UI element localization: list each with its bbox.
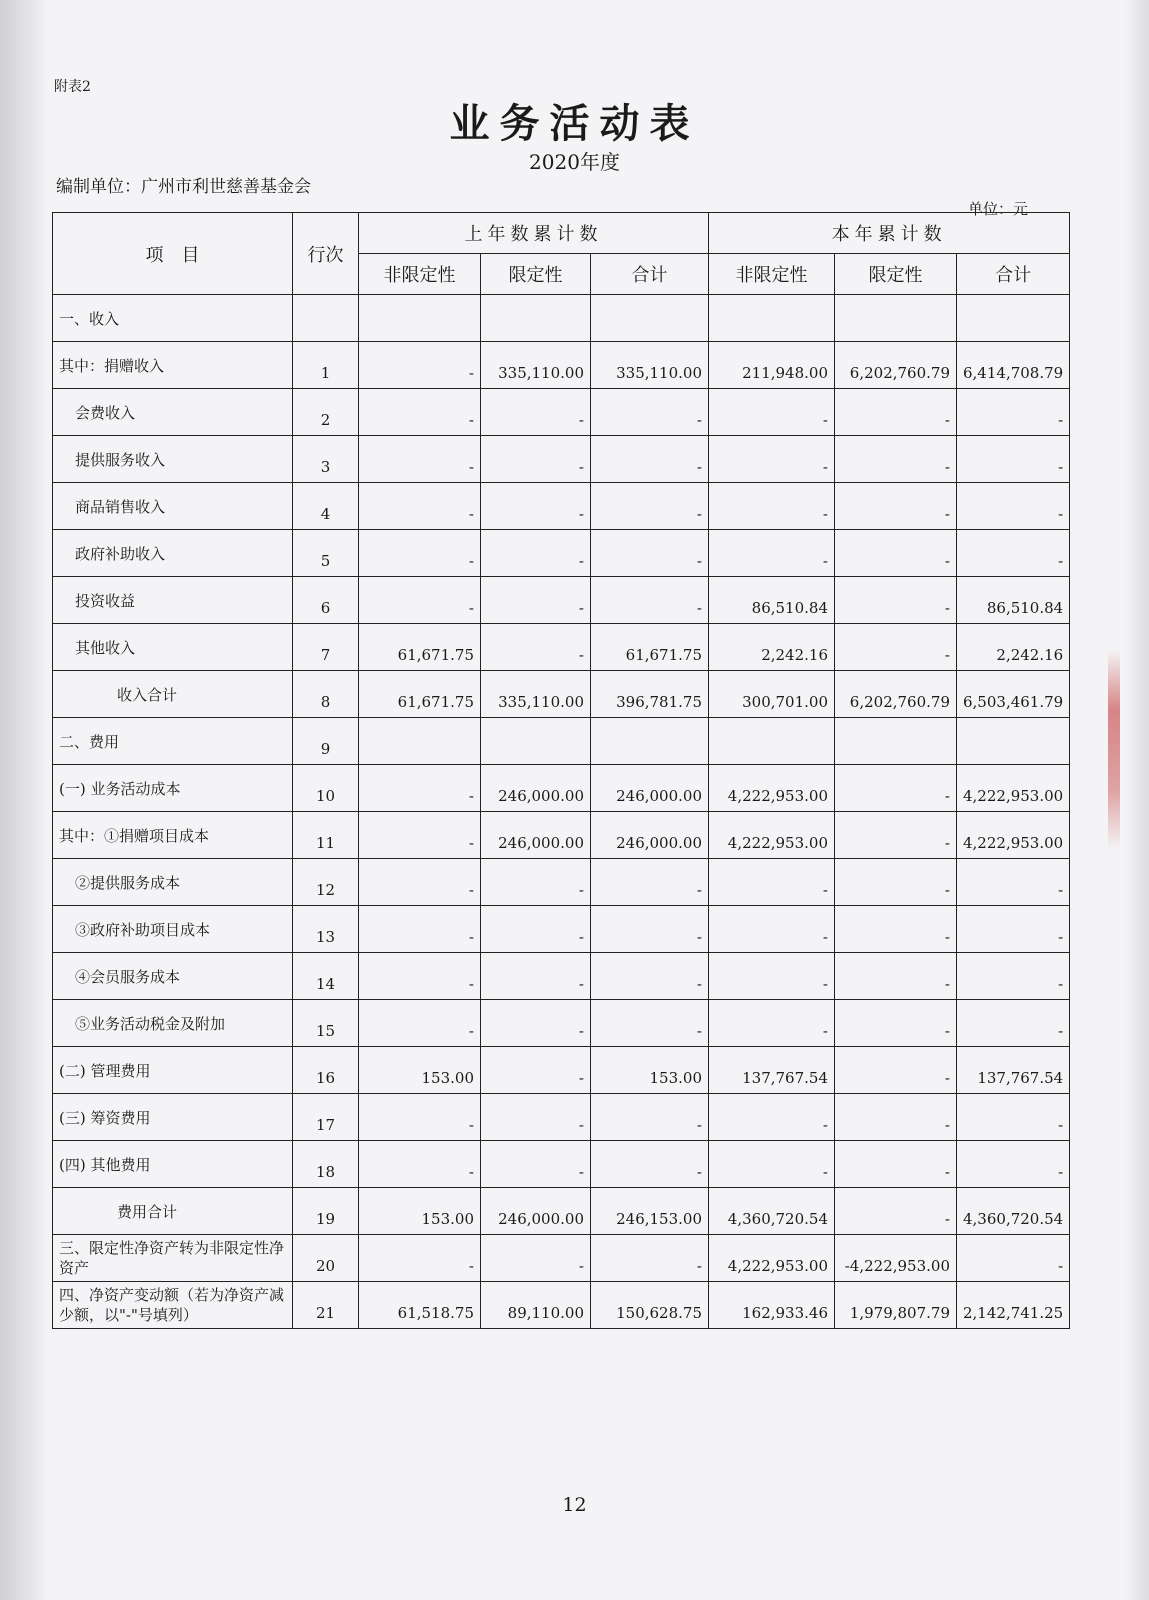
cell-current-restricted: - (835, 530, 957, 577)
table-row (53, 1235, 1070, 1282)
cell-current-total: - (957, 1235, 1070, 1282)
cell-prior-total: - (591, 577, 709, 624)
table-row (53, 389, 1070, 436)
row-item-label: 一、收入 (53, 295, 293, 342)
cell-prior-total: - (591, 389, 709, 436)
cell-prior-unrestricted: - (359, 906, 481, 953)
cell-prior-restricted: - (481, 1094, 591, 1141)
row-line-number: 7 (293, 624, 359, 671)
cell-prior-restricted: 89,110.00 (481, 1282, 591, 1329)
table-row (53, 1047, 1070, 1094)
cell-current-restricted: - (835, 483, 957, 530)
cell-prior-total: 153.00 (591, 1047, 709, 1094)
cell-current-unrestricted (709, 718, 835, 765)
cell-prior-unrestricted: - (359, 1235, 481, 1282)
table-row (53, 953, 1070, 1000)
cell-current-restricted: - (835, 577, 957, 624)
row-line-number: 11 (293, 812, 359, 859)
row-item-label: 三、限定性净资产转为非限定性净资产 (53, 1235, 293, 1282)
cell-prior-unrestricted: 61,518.75 (359, 1282, 481, 1329)
cell-prior-total: 150,628.75 (591, 1282, 709, 1329)
cell-prior-restricted: - (481, 389, 591, 436)
cell-current-total: 137,767.54 (957, 1047, 1070, 1094)
header-prior-total: 合计 (591, 254, 709, 295)
cell-prior-restricted: - (481, 859, 591, 906)
cell-prior-restricted: - (481, 1141, 591, 1188)
cell-current-total: 4,360,720.54 (957, 1188, 1070, 1235)
page-number: 12 (562, 1494, 587, 1516)
cell-prior-total: - (591, 906, 709, 953)
cell-prior-unrestricted: 61,671.75 (359, 624, 481, 671)
cell-prior-unrestricted: - (359, 389, 481, 436)
row-item-label: (一) 业务活动成本 (53, 765, 293, 812)
row-item-label: 四、净资产变动额（若为净资产减少额，以"-"号填列） (53, 1282, 293, 1329)
row-item-label: 其他收入 (53, 624, 293, 671)
cell-prior-unrestricted: - (359, 765, 481, 812)
cell-current-total: 6,503,461.79 (957, 671, 1070, 718)
header-current-total: 合计 (957, 254, 1070, 295)
cell-current-unrestricted: - (709, 1000, 835, 1047)
table-row (53, 624, 1070, 671)
cell-current-restricted: - (835, 906, 957, 953)
cell-current-unrestricted: - (709, 1141, 835, 1188)
cell-prior-unrestricted: - (359, 1141, 481, 1188)
cell-prior-restricted: 246,000.00 (481, 765, 591, 812)
table-row (53, 671, 1070, 718)
table-row (53, 342, 1070, 389)
cell-prior-restricted: - (481, 483, 591, 530)
cell-current-total: - (957, 906, 1070, 953)
cell-current-total: - (957, 859, 1070, 906)
cell-current-unrestricted: 4,360,720.54 (709, 1188, 835, 1235)
table-row (53, 812, 1070, 859)
cell-current-restricted: - (835, 1188, 957, 1235)
cell-prior-total: - (591, 436, 709, 483)
cell-current-total: - (957, 1094, 1070, 1141)
cell-current-unrestricted: 4,222,953.00 (709, 765, 835, 812)
row-line-number: 19 (293, 1188, 359, 1235)
page-edge-shadow (1125, 0, 1149, 1600)
row-line-number (293, 295, 359, 342)
cell-current-unrestricted: - (709, 530, 835, 577)
cell-prior-unrestricted: - (359, 342, 481, 389)
row-item-label: 会费收入 (53, 389, 293, 436)
row-item-label: ④会员服务成本 (53, 953, 293, 1000)
cell-prior-restricted (481, 295, 591, 342)
table-row (53, 295, 1070, 342)
seal-stamp-fragment (1108, 650, 1120, 850)
cell-prior-total: - (591, 530, 709, 577)
cell-current-restricted: - (835, 389, 957, 436)
header-item: 项 目 (53, 213, 293, 295)
attachment-label: 附表2 (54, 79, 91, 95)
cell-current-unrestricted: 211,948.00 (709, 342, 835, 389)
cell-current-total: 2,142,741.25 (957, 1282, 1070, 1329)
cell-prior-total: - (591, 483, 709, 530)
row-line-number: 4 (293, 483, 359, 530)
row-item-label: 收入合计 (53, 671, 293, 718)
table-row (53, 530, 1070, 577)
cell-current-restricted: 1,979,807.79 (835, 1282, 957, 1329)
row-line-number: 16 (293, 1047, 359, 1094)
cell-prior-unrestricted: 61,671.75 (359, 671, 481, 718)
cell-prior-unrestricted (359, 718, 481, 765)
row-item-label: 其中：捐赠收入 (53, 342, 293, 389)
cell-current-restricted: -4,222,953.00 (835, 1235, 957, 1282)
cell-prior-restricted: 335,110.00 (481, 342, 591, 389)
cell-current-unrestricted: 86,510.84 (709, 577, 835, 624)
row-item-label: ②提供服务成本 (53, 859, 293, 906)
cell-prior-total: - (591, 1000, 709, 1047)
cell-current-total: 2,242.16 (957, 624, 1070, 671)
cell-prior-restricted: 246,000.00 (481, 812, 591, 859)
cell-prior-restricted: - (481, 1235, 591, 1282)
cell-prior-unrestricted: - (359, 812, 481, 859)
cell-current-unrestricted: - (709, 953, 835, 1000)
cell-prior-total: 396,781.75 (591, 671, 709, 718)
cell-prior-restricted (481, 718, 591, 765)
row-line-number: 9 (293, 718, 359, 765)
row-item-label: ⑤业务活动税金及附加 (53, 1000, 293, 1047)
cell-current-total: 4,222,953.00 (957, 765, 1070, 812)
cell-current-restricted: - (835, 436, 957, 483)
cell-prior-restricted: - (481, 953, 591, 1000)
cell-current-total: - (957, 1141, 1070, 1188)
cell-current-restricted: - (835, 812, 957, 859)
cell-prior-unrestricted: - (359, 1094, 481, 1141)
cell-current-restricted (835, 718, 957, 765)
row-line-number: 10 (293, 765, 359, 812)
row-item-label: (二) 管理费用 (53, 1047, 293, 1094)
cell-current-unrestricted: 4,222,953.00 (709, 1235, 835, 1282)
cell-current-unrestricted: 137,767.54 (709, 1047, 835, 1094)
cell-current-unrestricted (709, 295, 835, 342)
table-row (53, 1188, 1070, 1235)
cell-prior-unrestricted (359, 295, 481, 342)
cell-current-total: 86,510.84 (957, 577, 1070, 624)
header-prior-unrestricted: 非限定性 (359, 254, 481, 295)
cell-current-unrestricted: - (709, 389, 835, 436)
cell-current-restricted: - (835, 859, 957, 906)
cell-current-restricted: - (835, 1000, 957, 1047)
cell-prior-unrestricted: - (359, 859, 481, 906)
table-row (53, 718, 1070, 765)
cell-prior-unrestricted: - (359, 577, 481, 624)
cell-prior-unrestricted: - (359, 483, 481, 530)
table-row (53, 483, 1070, 530)
table-row (53, 1094, 1070, 1141)
cell-prior-unrestricted: - (359, 530, 481, 577)
row-line-number: 14 (293, 953, 359, 1000)
row-line-number: 13 (293, 906, 359, 953)
row-line-number: 15 (293, 1000, 359, 1047)
row-line-number: 20 (293, 1235, 359, 1282)
cell-prior-restricted: - (481, 906, 591, 953)
cell-prior-restricted: - (481, 1047, 591, 1094)
table-row (53, 436, 1070, 483)
cell-prior-unrestricted: 153.00 (359, 1047, 481, 1094)
cell-current-total (957, 295, 1070, 342)
cell-current-unrestricted: - (709, 1094, 835, 1141)
cell-prior-restricted: 246,000.00 (481, 1188, 591, 1235)
cell-current-total: 6,414,708.79 (957, 342, 1070, 389)
cell-prior-total (591, 718, 709, 765)
cell-current-unrestricted: 2,242.16 (709, 624, 835, 671)
cell-prior-unrestricted: - (359, 1000, 481, 1047)
row-item-label: 二、费用 (53, 718, 293, 765)
cell-prior-unrestricted: - (359, 953, 481, 1000)
cell-current-total: - (957, 530, 1070, 577)
table-row (53, 765, 1070, 812)
row-line-number: 2 (293, 389, 359, 436)
cell-current-restricted: - (835, 1141, 957, 1188)
cell-current-total (957, 718, 1070, 765)
header-current-year: 本年累计数 (709, 213, 1070, 254)
header-line: 行次 (293, 213, 359, 295)
table-row (53, 1000, 1070, 1047)
cell-prior-unrestricted: 153.00 (359, 1188, 481, 1235)
row-item-label: 政府补助收入 (53, 530, 293, 577)
cell-current-restricted: - (835, 624, 957, 671)
cell-prior-total: - (591, 1094, 709, 1141)
cell-current-unrestricted: 4,222,953.00 (709, 812, 835, 859)
cell-current-unrestricted: - (709, 859, 835, 906)
row-item-label: (四) 其他费用 (53, 1141, 293, 1188)
row-item-label: 商品销售收入 (53, 483, 293, 530)
cell-current-total: - (957, 483, 1070, 530)
table-body (53, 295, 1070, 1329)
cell-current-total: - (957, 1000, 1070, 1047)
cell-prior-total: 246,000.00 (591, 812, 709, 859)
row-line-number: 21 (293, 1282, 359, 1329)
page-binding-shadow (0, 0, 48, 1600)
row-line-number: 18 (293, 1141, 359, 1188)
cell-current-restricted (835, 295, 957, 342)
header-prior-year: 上年数累计数 (359, 213, 709, 254)
cell-current-total: 4,222,953.00 (957, 812, 1070, 859)
cell-prior-unrestricted: - (359, 436, 481, 483)
cell-prior-restricted: 335,110.00 (481, 671, 591, 718)
cell-current-restricted: - (835, 765, 957, 812)
row-line-number: 3 (293, 436, 359, 483)
cell-prior-total: - (591, 1235, 709, 1282)
row-line-number: 1 (293, 342, 359, 389)
cell-current-total: - (957, 953, 1070, 1000)
header-current-restricted: 限定性 (835, 254, 957, 295)
row-item-label: 提供服务收入 (53, 436, 293, 483)
table-row (53, 577, 1070, 624)
cell-prior-restricted: - (481, 577, 591, 624)
cell-current-restricted: - (835, 953, 957, 1000)
cell-prior-total: 61,671.75 (591, 624, 709, 671)
currency-unit: 单位：元 (968, 200, 1029, 218)
cell-prior-restricted: - (481, 1000, 591, 1047)
row-line-number: 6 (293, 577, 359, 624)
row-item-label: ③政府补助项目成本 (53, 906, 293, 953)
row-line-number: 12 (293, 859, 359, 906)
cell-current-unrestricted: - (709, 906, 835, 953)
header-prior-restricted: 限定性 (481, 254, 591, 295)
cell-prior-restricted: - (481, 436, 591, 483)
cell-current-unrestricted: 300,701.00 (709, 671, 835, 718)
cell-current-unrestricted: - (709, 483, 835, 530)
cell-current-unrestricted: 162,933.46 (709, 1282, 835, 1329)
cell-prior-restricted: - (481, 530, 591, 577)
cell-current-restricted: 6,202,760.79 (835, 671, 957, 718)
report-period: 2020年度 (529, 150, 620, 174)
cell-prior-total (591, 295, 709, 342)
cell-prior-total: - (591, 953, 709, 1000)
activity-statement-table (52, 212, 1070, 1329)
cell-prior-total: - (591, 1141, 709, 1188)
table-row (53, 1141, 1070, 1188)
row-line-number: 5 (293, 530, 359, 577)
cell-prior-total: 246,000.00 (591, 765, 709, 812)
cell-current-unrestricted: - (709, 436, 835, 483)
cell-current-restricted: - (835, 1047, 957, 1094)
row-item-label: 其中：①捐赠项目成本 (53, 812, 293, 859)
table-row (53, 859, 1070, 906)
row-line-number: 17 (293, 1094, 359, 1141)
cell-current-total: - (957, 436, 1070, 483)
row-item-label: 费用合计 (53, 1188, 293, 1235)
table-row (53, 1282, 1070, 1329)
cell-current-restricted: 6,202,760.79 (835, 342, 957, 389)
cell-current-total: - (957, 389, 1070, 436)
cell-prior-restricted: - (481, 624, 591, 671)
cell-prior-total: 246,153.00 (591, 1188, 709, 1235)
cell-current-restricted: - (835, 1094, 957, 1141)
cell-prior-total: 335,110.00 (591, 342, 709, 389)
row-item-label: 投资收益 (53, 577, 293, 624)
preparing-organization: 编制单位：广州市利世慈善基金会 (56, 177, 311, 197)
header-current-unrestricted: 非限定性 (709, 254, 835, 295)
row-item-label: (三) 筹资费用 (53, 1094, 293, 1141)
table-row (53, 906, 1070, 953)
row-line-number: 8 (293, 671, 359, 718)
document-title: 业务活动表 (449, 101, 700, 147)
cell-prior-total: - (591, 859, 709, 906)
